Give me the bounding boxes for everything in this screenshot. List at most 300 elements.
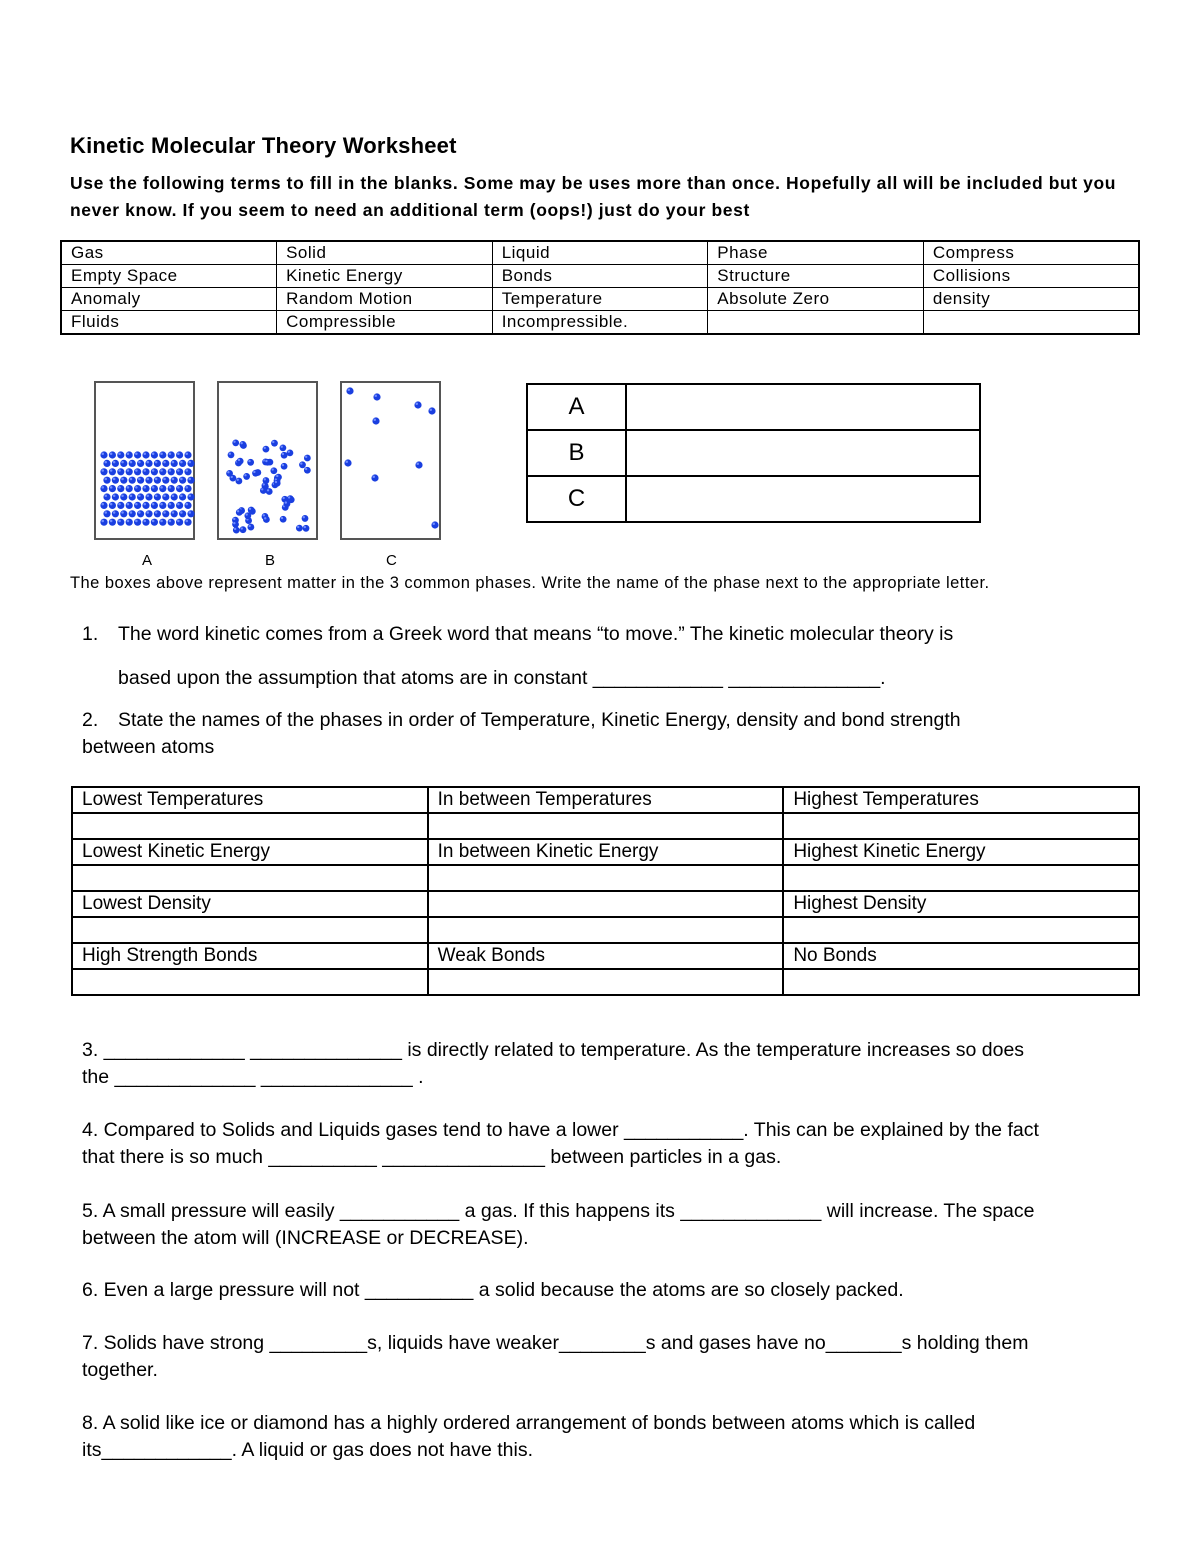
term-cell: Fluids (61, 311, 277, 335)
particle (303, 525, 310, 532)
particle (159, 502, 166, 509)
phase-row (72, 787, 1139, 813)
particle (142, 451, 149, 458)
particles-liquid (219, 383, 320, 542)
question-text: between atoms (82, 736, 215, 758)
particle (247, 459, 254, 466)
particle (228, 452, 235, 459)
particle-highlight (177, 486, 180, 489)
particle (120, 510, 127, 517)
particle (137, 510, 144, 517)
beaker-label-a: A (142, 552, 153, 569)
particle-highlight (127, 503, 130, 506)
term-cell: Gas (61, 241, 277, 265)
question-text: 6. Even a large pressure will not __________ a solid because the atoms are so closely packed. (82, 1279, 904, 1301)
term-cell: Bonds (492, 265, 708, 288)
particle (126, 519, 133, 526)
particle-highlight (101, 486, 104, 489)
particle (299, 461, 306, 468)
question-8 (82, 1410, 1142, 1464)
term-cell: Compressible (277, 311, 493, 335)
question-text: its____________. A liquid or gas does not have this. (82, 1439, 534, 1461)
particle (236, 478, 243, 485)
term-cell (708, 311, 924, 335)
particle-highlight (130, 511, 133, 514)
terms-row (61, 241, 1139, 265)
particle-highlight (172, 478, 175, 481)
particle (154, 510, 161, 517)
particle (120, 460, 127, 467)
particle-highlight (135, 486, 138, 489)
particle (414, 401, 421, 408)
particle-highlight (113, 511, 116, 514)
particle (112, 460, 119, 467)
question-text: The word kinetic comes from a Greek word that means “to move.” The kinetic molecular theory is (118, 623, 954, 645)
particle (126, 468, 133, 475)
term-cell: Random Motion (277, 288, 493, 311)
particle (134, 485, 141, 492)
particle-highlight (160, 486, 163, 489)
particle-highlight (155, 494, 158, 497)
question-text: 8. A solid like ice or diamond has a highly ordered arrangement of bonds between atoms which is called (82, 1412, 976, 1434)
particle-highlight (272, 441, 274, 443)
particle (179, 510, 186, 517)
particle-highlight (152, 469, 155, 472)
particle-highlight (264, 517, 266, 519)
question-1-continued (118, 665, 1138, 692)
particle (129, 460, 136, 467)
phase-row (72, 891, 1139, 917)
particle (109, 502, 116, 509)
particle-highlight (177, 469, 180, 472)
particle (103, 493, 110, 500)
particle-highlight (261, 488, 263, 490)
particle (112, 477, 119, 484)
particle-highlight (143, 469, 146, 472)
particle-highlight (185, 486, 188, 489)
question-text: 3. _____________ ______________ is directly related to temperature. As the temperature increases so does (82, 1039, 1025, 1061)
particle-highlight (138, 478, 141, 481)
particle-highlight (238, 459, 240, 461)
particle-highlight (227, 471, 229, 473)
question-text: 7. Solids have strong _________s, liquids have weaker________s and gases have no_______s holding them (82, 1332, 1029, 1354)
particle-highlight (143, 503, 146, 506)
phase-blank-cell[interactable] (72, 917, 428, 943)
phase-order-table (71, 786, 1140, 996)
particle-highlight (163, 478, 166, 481)
particle-highlight (130, 461, 133, 464)
particle-highlight (267, 489, 269, 491)
particle (151, 451, 158, 458)
term-cell: Temperature (492, 288, 708, 311)
particle-highlight (180, 511, 183, 514)
particle (134, 451, 141, 458)
particle (302, 515, 309, 522)
particle-highlight (104, 461, 107, 464)
particle-highlight (297, 526, 299, 528)
particle (179, 477, 186, 484)
particle-highlight (233, 518, 235, 520)
beaker-label-b: B (265, 552, 276, 569)
phase-blank-cell[interactable] (428, 969, 784, 995)
particle-highlight (416, 462, 419, 465)
particle-highlight (285, 501, 287, 503)
phase-blank-cell[interactable] (72, 865, 428, 891)
particle (239, 441, 246, 448)
particle-highlight (185, 469, 188, 472)
particle (264, 459, 271, 466)
phase-cell: Lowest Kinetic Energy (72, 839, 428, 865)
particle-highlight (347, 388, 350, 391)
particle (373, 393, 380, 400)
particle (134, 519, 141, 526)
question-text: together. (82, 1359, 158, 1381)
particle (109, 451, 116, 458)
particle-highlight (282, 497, 284, 499)
term-cell: Kinetic Energy (277, 265, 493, 288)
particle-highlight (281, 446, 283, 448)
particle (100, 485, 107, 492)
particle (100, 451, 107, 458)
particle-highlight (143, 452, 146, 455)
answer-blank[interactable] (626, 430, 980, 476)
question-text: 4. Compared to Solids and Liquids gases tend to have a lower ___________. This can be explained by the fact (82, 1119, 1039, 1141)
phase-cell: In between Temperatures (428, 787, 784, 813)
particle (371, 474, 378, 481)
particle (151, 519, 158, 526)
particle (232, 439, 239, 446)
particle-highlight (155, 511, 158, 514)
question-text: 5. A small pressure will easily ___________ a gas. If this happens its _____________ will increase. The space (82, 1200, 1035, 1222)
particle-highlight (169, 503, 172, 506)
particle (372, 417, 379, 424)
particle-highlight (152, 520, 155, 523)
particle-highlight (177, 503, 180, 506)
phase-cell: Highest Temperatures (783, 787, 1139, 813)
particle (137, 460, 144, 467)
phase-blank-cell[interactable] (72, 969, 428, 995)
particle-highlight (432, 522, 435, 525)
answer-row (527, 476, 980, 522)
question-2 (82, 707, 1142, 761)
term-cell: Structure (708, 265, 924, 288)
particle (184, 502, 191, 509)
particle (168, 502, 175, 509)
term-cell: Collisions (923, 265, 1139, 288)
particle (137, 493, 144, 500)
phase-cell: High Strength Bonds (72, 943, 428, 969)
particle-highlight (113, 494, 116, 497)
question-text: that there is so much __________ _______________ between particles in a gas. (82, 1146, 782, 1168)
particle-highlight (110, 486, 113, 489)
particle (281, 452, 288, 459)
phase-row (72, 943, 1139, 969)
particle-highlight (233, 441, 235, 443)
particle-highlight (163, 511, 166, 514)
particle (151, 485, 158, 492)
particle-highlight (177, 520, 180, 523)
particle (428, 407, 435, 414)
phase-blank-cell[interactable] (783, 969, 1139, 995)
particle-highlight (127, 486, 130, 489)
particle (159, 451, 166, 458)
page-title: Kinetic Molecular Theory Worksheet (70, 133, 457, 158)
particle-highlight (130, 494, 133, 497)
particle-highlight (101, 452, 104, 455)
particle (117, 451, 124, 458)
particle (415, 461, 422, 468)
particle (142, 519, 149, 526)
particle-highlight (146, 461, 149, 464)
particle (176, 485, 183, 492)
particle-highlight (234, 528, 236, 530)
phase-cell: Highest Kinetic Energy (783, 839, 1139, 865)
particle (162, 477, 169, 484)
particle-highlight (372, 475, 375, 478)
particle-highlight (118, 520, 121, 523)
particle (184, 485, 191, 492)
particle-highlight (172, 461, 175, 464)
figure-caption: The boxes above represent matter in the 3 common phases. Write the name of the phase next to the appropriate letter. (70, 574, 990, 592)
particle-highlight (304, 526, 306, 528)
particle-highlight (138, 494, 141, 497)
particle (154, 493, 161, 500)
particle-highlight (155, 478, 158, 481)
particle (179, 460, 186, 467)
particle (171, 510, 178, 517)
particle (176, 519, 183, 526)
particle (263, 477, 270, 484)
phase-cell: Lowest Density (72, 891, 428, 917)
particle-highlight (241, 527, 243, 529)
phase-cell: In between Kinetic Energy (428, 839, 784, 865)
particle (187, 493, 194, 500)
phase-blank-cell[interactable] (783, 865, 1139, 891)
particle-highlight (264, 478, 266, 480)
particle-highlight (180, 478, 183, 481)
term-cell: Anomaly (61, 288, 277, 311)
particle (168, 468, 175, 475)
particle-highlight (121, 478, 124, 481)
particle (244, 512, 251, 519)
particle (129, 510, 136, 517)
particle (176, 502, 183, 509)
particle (109, 485, 116, 492)
phase-row-blank (72, 917, 1139, 943)
particle-highlight (263, 514, 265, 516)
particle (263, 446, 270, 453)
particle-highlight (110, 469, 113, 472)
answer-letter: B (527, 430, 626, 476)
particle (187, 460, 194, 467)
particle-highlight (146, 494, 149, 497)
particle-highlight (288, 450, 290, 452)
phase-answer-table (526, 383, 981, 523)
particle-highlight (104, 511, 107, 514)
beaker-label-c: C (386, 552, 398, 569)
particle (117, 468, 124, 475)
beaker-solid (94, 381, 195, 540)
particle-highlight (101, 469, 104, 472)
particle-highlight (185, 503, 188, 506)
particle (184, 451, 191, 458)
particle (233, 527, 240, 534)
particle (154, 460, 161, 467)
phase-cell: Highest Density (783, 891, 1139, 917)
answer-blank[interactable] (626, 384, 980, 430)
particle-highlight (121, 511, 124, 514)
particle (287, 449, 294, 456)
particle-highlight (264, 447, 266, 449)
answer-letter: C (527, 476, 626, 522)
particle-highlight (118, 503, 121, 506)
term-cell: Phase (708, 241, 924, 265)
answer-blank[interactable] (626, 476, 980, 522)
particle (109, 519, 116, 526)
particle (159, 468, 166, 475)
particle-highlight (152, 503, 155, 506)
phase-blank-cell[interactable] (428, 865, 784, 891)
particle-highlight (130, 478, 133, 481)
particle (187, 477, 194, 484)
phase-cell: Lowest Temperatures (72, 787, 428, 813)
particle-highlight (305, 468, 307, 470)
particle (176, 468, 183, 475)
particle-highlight (135, 520, 138, 523)
particle-highlight (146, 511, 149, 514)
particle-highlight (188, 511, 191, 514)
phase-blank-cell[interactable] (428, 917, 784, 943)
term-cell: density (923, 288, 1139, 311)
particle (176, 451, 183, 458)
particle (117, 519, 124, 526)
particle (236, 509, 243, 516)
particle-highlight (163, 461, 166, 464)
particle (281, 463, 288, 470)
particle-highlight (240, 442, 242, 444)
particle-highlight (237, 479, 239, 481)
particle (179, 493, 186, 500)
question-number: 2. (82, 709, 99, 731)
particle-highlight (233, 522, 235, 524)
particle (248, 507, 255, 514)
particle-highlight (188, 494, 191, 497)
particle-highlight (118, 486, 121, 489)
particle-highlight (303, 516, 305, 518)
term-cell: Incompressible. (492, 311, 708, 335)
particle (134, 468, 141, 475)
particle-highlight (281, 517, 283, 519)
phase-cell: Weak Bonds (428, 943, 784, 969)
particle-highlight (101, 520, 104, 523)
particle (112, 510, 119, 517)
term-cell: Empty Space (61, 265, 277, 288)
particle (117, 502, 124, 509)
particle-highlight (415, 402, 418, 405)
question-5 (82, 1198, 1142, 1252)
particle-highlight (118, 469, 121, 472)
question-1 (82, 621, 1142, 648)
particle-highlight (373, 418, 376, 421)
particle-highlight (177, 452, 180, 455)
particle-highlight (121, 461, 124, 464)
particle (145, 477, 152, 484)
instructions: Use the following terms to fill in the blanks. Some may be uses more than once. Hopefully all will be included but you never know. If you seem to need an additional term (oops!) just do your best (70, 173, 1117, 220)
particle (103, 460, 110, 467)
answer-row (527, 384, 980, 430)
particle-highlight (160, 469, 163, 472)
particle (274, 480, 281, 487)
particle-highlight (271, 468, 273, 470)
particle-highlight (169, 452, 172, 455)
particle (232, 521, 239, 528)
particle (171, 477, 178, 484)
term-cell: Absolute Zero (708, 288, 924, 311)
particle-highlight (138, 461, 141, 464)
particle (263, 516, 270, 523)
particles-solid (96, 383, 197, 542)
particle (184, 468, 191, 475)
particle-highlight (265, 460, 267, 462)
term-cell: Solid (277, 241, 493, 265)
particle-highlight (229, 453, 231, 455)
particle (284, 500, 291, 507)
particle-highlight (169, 520, 172, 523)
particle (137, 477, 144, 484)
particle (162, 493, 169, 500)
particle-highlight (429, 408, 432, 411)
particle-highlight (113, 461, 116, 464)
particle (100, 502, 107, 509)
particle-highlight (104, 478, 107, 481)
particle (168, 485, 175, 492)
particle-highlight (160, 452, 163, 455)
particle-highlight (160, 503, 163, 506)
particle (240, 526, 247, 533)
particle (134, 502, 141, 509)
phase-blank-cell[interactable] (428, 813, 784, 839)
particle (280, 516, 287, 523)
particle (159, 519, 166, 526)
question-4 (82, 1117, 1142, 1171)
particle-highlight (163, 494, 166, 497)
particle-highlight (135, 452, 138, 455)
phase-blank-cell[interactable] (783, 917, 1139, 943)
phase-blank-cell[interactable] (72, 813, 428, 839)
particle-highlight (127, 469, 130, 472)
beaker-gas (340, 381, 441, 540)
particle-highlight (169, 486, 172, 489)
question-text: based upon the assumption that atoms are in constant ____________ ______________. (118, 667, 886, 689)
particle (142, 468, 149, 475)
particle (120, 493, 127, 500)
particle (154, 477, 161, 484)
particle-highlight (245, 513, 247, 515)
particle (103, 477, 110, 484)
answer-row (527, 430, 980, 476)
particle (252, 470, 259, 477)
particle-highlight (127, 452, 130, 455)
particle-highlight (276, 475, 278, 477)
phase-blank-cell[interactable] (783, 813, 1139, 839)
particle (126, 451, 133, 458)
particle-highlight (160, 520, 163, 523)
particle (168, 519, 175, 526)
particle-highlight (143, 520, 146, 523)
particle-highlight (110, 503, 113, 506)
particle (344, 459, 351, 466)
particle (162, 460, 169, 467)
